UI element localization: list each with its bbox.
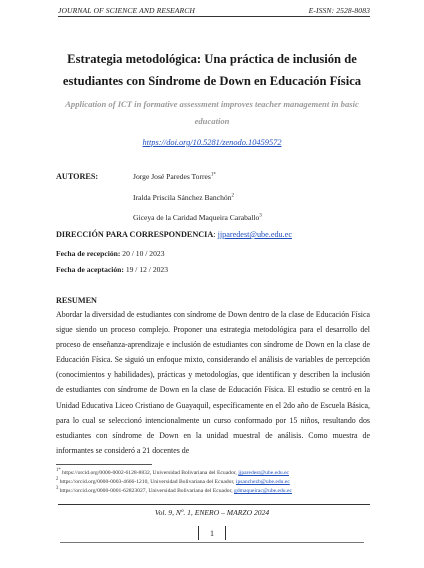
footnote-text: https://orcid.org/0000-0003-4666-1210, Universidad Bolivariana del Ecuador, (58, 478, 236, 485)
footer-issue: Vol. 9, Nº. 1, ENERO – MARZO 2024 (154, 508, 270, 517)
doi-link[interactable]: https://doi.org/10.5281/zenodo.10459572 (142, 138, 282, 147)
author-mark: 1* (210, 172, 216, 178)
authors-label: AUTORES: (56, 172, 99, 181)
accepted-value: 19 / 12 / 2023 (125, 265, 169, 274)
author-1 (133, 172, 216, 181)
article-title: Estrategia metodológica: Una práctica de inclusión de estudiantes con Síndrome de Down en Educación Física (62, 52, 362, 88)
journal-name: JOURNAL OF SCIENCE AND RESEARCH (58, 6, 195, 15)
footnote-mark: 1* (56, 468, 61, 473)
footnote-rule (56, 464, 152, 465)
received-date (56, 249, 165, 258)
author-name: Iralda Priscila Sánchez Banchón (133, 193, 232, 202)
footer-rule (58, 504, 370, 505)
received-value: 20 / 10 / 2023 (122, 249, 165, 258)
running-header (58, 6, 370, 15)
footnote-mark: 2 (56, 477, 59, 482)
page-number: 1 (210, 528, 214, 538)
author-name: Giceya de la Caridad Maqueira Caraballo (133, 213, 260, 222)
page-number-box (190, 524, 234, 542)
author-3 (133, 213, 262, 222)
received-label: Fecha de recepción: (56, 249, 121, 258)
resumen-text: Abordar la diversidad de estudiantes con síndrome de Down dentro de la clase de Educación Física sigue siendo un proceso complejo. Proponer una estrategia metodológica para el desarrollo del proceso de enseñanza-aprendizaje e inclusión de estudiantes con síndrome de Down en la clase de Educación Física. Se siguió un enfoque mixto, considerando el análisis de variables de percepción (conocimientos y habilidades), prácticas y metodologías, que identifican y describen la inclusión de estudiantes con síndrome de Down en la clase de Educación Física. El estudio se centró en la Unidad Educativa Liceo Cristiano de Guayaquil, específicamente en el 2do año de Escuela Básica, para lo cual se seleccionó intencionalmente un curso conformado por 15 niños, resultando dos estudiantes con síndrome de Down en la unidad muestral de análisis. Como muestra de informantes se consideró a 21 docentes de (56, 310, 370, 455)
footnote-2 (56, 477, 290, 485)
author-mark: 3 (259, 213, 262, 219)
header-rule (58, 16, 370, 17)
footnote-email[interactable]: jjparedest@ube.edu.ec (238, 469, 290, 476)
page-footer-line (60, 542, 364, 543)
footnote-text: https://orcid.org/0000-0002-6128-8832, Universidad Bolivariana del Ecuador, (60, 469, 239, 476)
author-name: Jorge José Paredes Torres (133, 172, 211, 181)
footnote-1 (56, 468, 289, 476)
article-subtitle: Application of ICT in formative assessment improves teacher management in basic education (65, 99, 359, 126)
footnote-mark: 3 (56, 486, 59, 491)
issn: E-ISSN: 2528-8083 (308, 6, 370, 15)
page-bracket-left (198, 526, 199, 540)
author-2 (133, 193, 234, 202)
footnote-email[interactable]: ipsanchezb@ube.edu.ec (235, 478, 290, 485)
correspondence-email[interactable]: jjparedest@ube.edu.ec (217, 230, 292, 239)
footnote-text: https://orcid.org/0000-0001-62823027, Universidad Bolivariana del Ecuador, (58, 487, 235, 494)
resumen-heading: RESUMEN (56, 296, 97, 305)
accepted-label: Fecha de aceptación: (56, 265, 124, 274)
footnote-3 (56, 486, 292, 494)
author-mark: 2 (231, 193, 234, 199)
correspondence-label: DIRECCIÓN PARA CORRESPONDENCIA (56, 230, 214, 239)
accepted-date (56, 265, 168, 274)
correspondence: DIRECCIÓN PARA CORRESPONDENCIA: jjparedest@ube.edu.ec (56, 230, 292, 239)
footnote-email[interactable]: gdmaqueirac@ube.edu.ec (234, 487, 292, 494)
page-bracket-right (225, 526, 226, 540)
